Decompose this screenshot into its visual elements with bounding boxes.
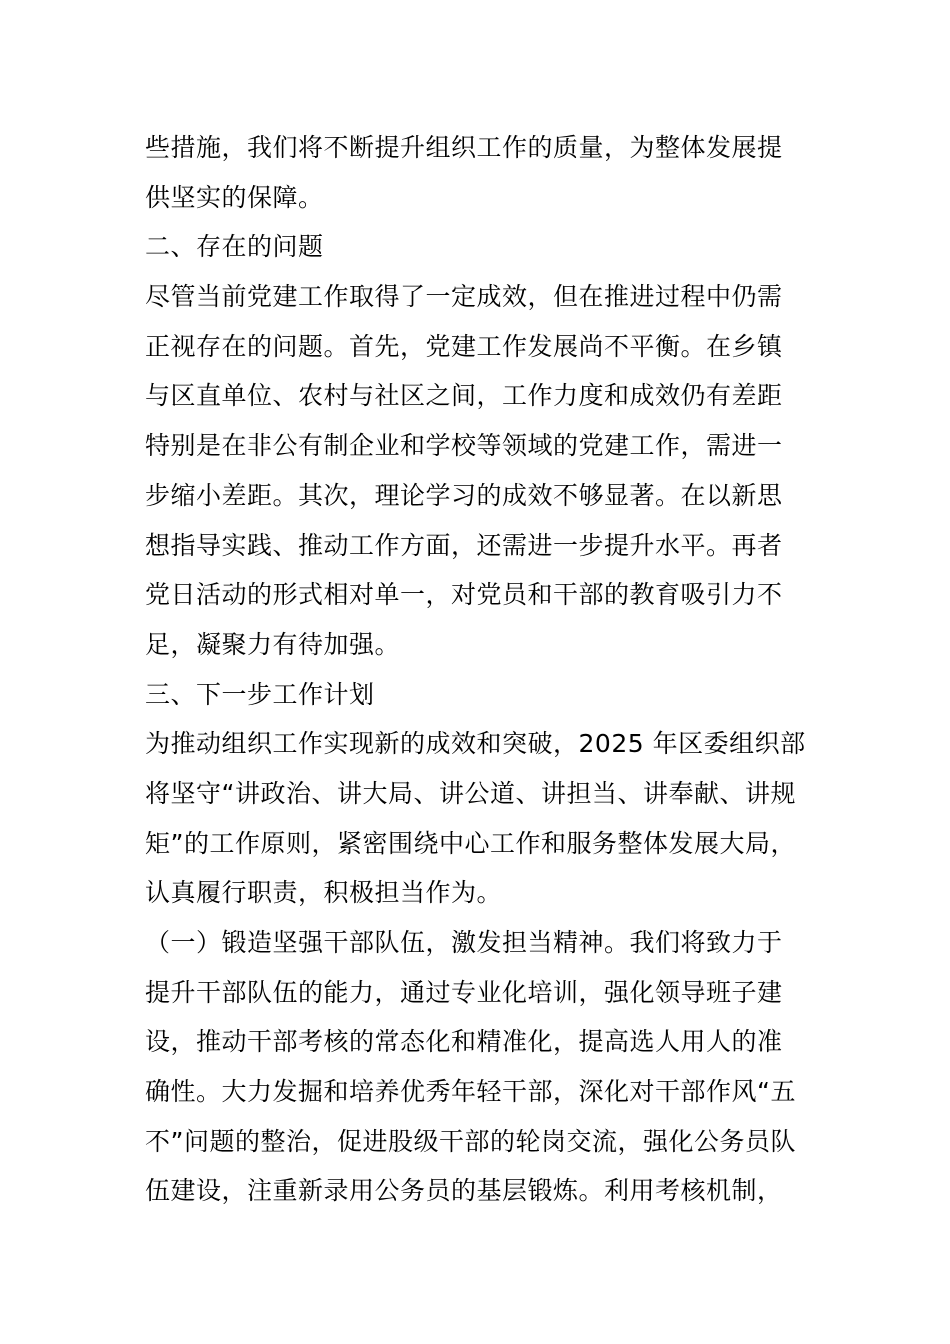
body-line: 供坚实的保障。 [145,182,324,212]
subsection-line: （一）锻造坚强干部队伍，激发担当精神。我们将致力于 [145,928,783,957]
body-line: 提升干部队伍的能力，通过专业化培训，强化领导班子建 [145,977,783,1007]
body-line: 设，推动干部考核的常态化和精准化，提高选人用人的准 [145,1027,783,1057]
body-line: 步缩小差距。其次，理论学习的成效不够显著。在以新思 [145,480,783,510]
body-line: 矩”的工作原则，紧密围绕中心工作和服务整体发展大局， [145,828,796,858]
body-line: 正视存在的问题。首先，党建工作发展尚不平衡。在乡镇 [145,331,783,361]
body-line: 认真履行职责，积极担当作为。 [145,878,503,908]
body-line: 确性。大力发掘和培养优秀年轻干部，深化对干部作风“五 [145,1077,796,1107]
body-line: 与区直单位、农村与社区之间，工作力度和成效仍有差距 [145,381,783,411]
body-line: 伍建设，注重新录用公务员的基层锻炼。利用考核机制， [145,1176,783,1206]
body-line: 将坚守“讲政治、讲大局、讲公道、讲担当、讲奉献、讲规 [145,778,796,808]
body-line: 党日活动的形式相对单一，对党员和干部的教育吸引力不 [145,580,783,610]
document-body [145,123,810,1216]
body-line: 为推动组织工作实现新的成效和突破，2025 年区委组织部 [145,729,806,759]
section-heading: 二、存在的问题 [145,232,324,262]
body-line: 足，凝聚力有待加强。 [145,629,401,659]
body-line: 特别是在非公有制企业和学校等领域的党建工作，需进一 [145,431,783,461]
body-line: 些措施，我们将不断提升组织工作的质量，为整体发展提 [145,133,783,162]
section-heading: 三、下一步工作计划 [145,679,375,709]
body-line: 不”问题的整治，促进股级干部的轮岗交流，强化公务员队 [145,1126,796,1156]
body-line: 尽管当前党建工作取得了一定成效，但在推进过程中仍需 [145,282,783,312]
body-line: 想指导实践、推动工作方面，还需进一步提升水平。再者 [145,530,783,560]
